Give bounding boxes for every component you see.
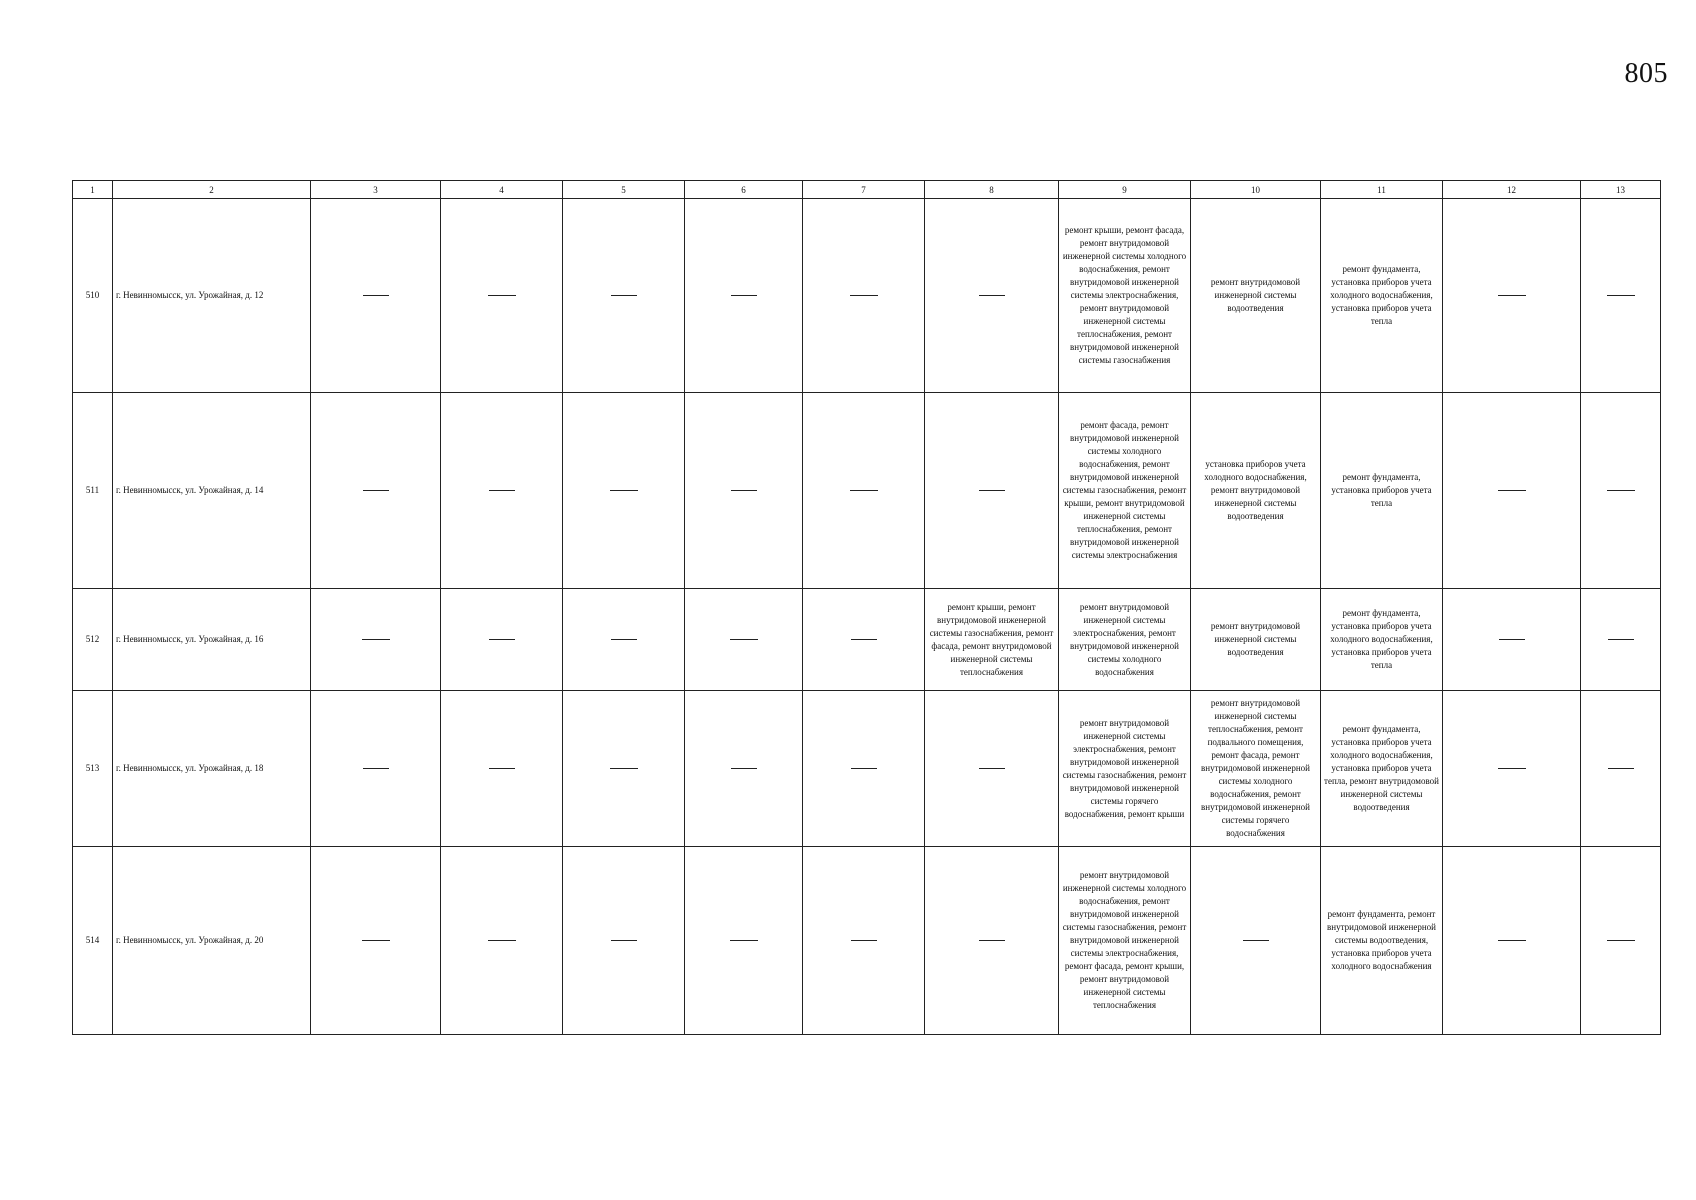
dash-mark (610, 768, 638, 769)
empty-cell (441, 691, 563, 847)
column-number-header: 11 (1321, 181, 1443, 199)
dash-mark (1607, 295, 1635, 296)
dash-mark (610, 490, 638, 491)
table-row (73, 589, 1661, 691)
dash-mark (851, 768, 877, 769)
work-list-cell: ремонт внутридомовой инженерной системы электроснабжения, ремонт внутридомовой инженерной системы холодного водоснабжения (1059, 589, 1191, 691)
empty-cell (803, 589, 925, 691)
work-list-cell: ремонт внутридомовой инженерной системы электроснабжения, ремонт внутридомовой инженерной системы газоснабжения, ремонт внутридомовой инженерной системы горячего водоснабжения, ремонт крыши (1059, 691, 1191, 847)
dash-mark (363, 490, 389, 491)
column-number-header: 3 (311, 181, 441, 199)
column-number-header: 10 (1191, 181, 1321, 199)
empty-cell (441, 393, 563, 589)
empty-cell (311, 691, 441, 847)
column-number-header: 12 (1443, 181, 1581, 199)
dash-mark (851, 639, 877, 640)
empty-cell (685, 847, 803, 1035)
work-list-cell: ремонт фундамента, установка приборов учета холодного водоснабжения, установка приборов учета тепла (1321, 589, 1443, 691)
empty-cell (1191, 847, 1321, 1035)
dash-mark (851, 940, 877, 941)
table-row (73, 847, 1661, 1035)
empty-cell (803, 199, 925, 393)
address-cell: г. Невинномысск, ул. Урожайная, д. 12 (113, 199, 311, 393)
empty-cell (563, 589, 685, 691)
empty-cell (925, 691, 1059, 847)
empty-cell (925, 393, 1059, 589)
row-number: 512 (73, 589, 113, 691)
dash-mark (979, 940, 1005, 941)
row-number: 513 (73, 691, 113, 847)
column-number-header: 6 (685, 181, 803, 199)
empty-cell (441, 847, 563, 1035)
dash-mark (1243, 940, 1269, 941)
empty-cell (1581, 589, 1661, 691)
dash-mark (488, 295, 516, 296)
dash-mark (1498, 295, 1526, 296)
dash-mark (850, 490, 878, 491)
dash-mark (979, 490, 1005, 491)
dash-mark (731, 768, 757, 769)
column-number-header: 13 (1581, 181, 1661, 199)
row-number: 510 (73, 199, 113, 393)
empty-cell (685, 589, 803, 691)
empty-cell (685, 199, 803, 393)
empty-cell (311, 199, 441, 393)
dash-mark (1607, 940, 1635, 941)
table-row (73, 199, 1661, 393)
dash-mark (611, 295, 637, 296)
page-number: 805 (1624, 58, 1668, 89)
empty-cell (803, 691, 925, 847)
work-list-cell: ремонт внутридомовой инженерной системы теплоснабжения, ремонт подвального помещения, ремонт фасада, ремонт внутридомовой инженерной системы холодного водоснабжения, ремонт внутридомовой инженерной системы горячего водоснабжения (1191, 691, 1321, 847)
empty-cell (441, 199, 563, 393)
dash-mark (1498, 490, 1526, 491)
address-cell: г. Невинномысск, ул. Урожайная, д. 14 (113, 393, 311, 589)
empty-cell (1581, 199, 1661, 393)
address-cell: г. Невинномысск, ул. Урожайная, д. 20 (113, 847, 311, 1035)
work-list-cell: ремонт фасада, ремонт внутридомовой инженерной системы холодного водоснабжения, ремонт внутридомовой инженерной системы газоснабжения, ремонт крыши, ремонт внутридомовой инженерной системы теплоснабжения, ремонт внутридомовой инженерной системы электроснабжения (1059, 393, 1191, 589)
dash-mark (489, 768, 515, 769)
column-number-header: 8 (925, 181, 1059, 199)
dash-mark (1608, 768, 1634, 769)
work-list-cell: ремонт внутридомовой инженерной системы водоотведения (1191, 589, 1321, 691)
work-list-cell: ремонт внутридомовой инженерной системы водоотведения (1191, 199, 1321, 393)
row-number: 514 (73, 847, 113, 1035)
header-row (73, 181, 1661, 199)
work-list-cell: ремонт крыши, ремонт фасада, ремонт внутридомовой инженерной системы холодного водоснабжения, ремонт внутридомовой инженерной системы электроснабжения, ремонт внутридомовой инженерной системы теплоснабжения, ремонт внутридомовой инженерной системы газоснабжения (1059, 199, 1191, 393)
empty-cell (925, 199, 1059, 393)
dash-mark (489, 490, 515, 491)
dash-mark (1498, 768, 1526, 769)
empty-cell (1443, 847, 1581, 1035)
empty-cell (311, 393, 441, 589)
dash-mark (1607, 490, 1635, 491)
empty-cell (563, 393, 685, 589)
column-number-header: 2 (113, 181, 311, 199)
dash-mark (489, 639, 515, 640)
repair-schedule-table (72, 180, 1661, 1035)
empty-cell (1443, 589, 1581, 691)
work-list-cell: ремонт фундамента, установка приборов учета холодного водоснабжения, установка приборов учета тепла, ремонт внутридомовой инженерной системы водоотведения (1321, 691, 1443, 847)
work-list-cell: ремонт крыши, ремонт внутридомовой инженерной системы газоснабжения, ремонт фасада, ремонт внутридомовой инженерной системы теплоснабжения (925, 589, 1059, 691)
dash-mark (611, 940, 637, 941)
table-row (73, 691, 1661, 847)
dash-mark (362, 940, 390, 941)
empty-cell (563, 691, 685, 847)
dash-mark (363, 295, 389, 296)
table-row (73, 393, 1661, 589)
dash-mark (363, 768, 389, 769)
work-list-cell: ремонт фундамента, установка приборов учета холодного водоснабжения, установка приборов учета тепла (1321, 199, 1443, 393)
dash-mark (1498, 940, 1526, 941)
work-list-cell: установка приборов учета холодного водоснабжения, ремонт внутридомовой инженерной системы водоотведения (1191, 393, 1321, 589)
dash-mark (1499, 639, 1525, 640)
column-number-header: 7 (803, 181, 925, 199)
empty-cell (1443, 199, 1581, 393)
dash-mark (362, 639, 390, 640)
dash-mark (731, 490, 757, 491)
dash-mark (731, 295, 757, 296)
empty-cell (563, 847, 685, 1035)
row-number: 511 (73, 393, 113, 589)
empty-cell (1581, 847, 1661, 1035)
empty-cell (1443, 691, 1581, 847)
work-list-cell: ремонт внутридомовой инженерной системы холодного водоснабжения, ремонт внутридомовой инженерной системы газоснабжения, ремонт внутридомовой инженерной системы электроснабжения, ремонт фасада, ремонт крыши, ремонт внутридомовой инженерной системы теплоснабжения (1059, 847, 1191, 1035)
column-number-header: 1 (73, 181, 113, 199)
column-number-header: 4 (441, 181, 563, 199)
empty-cell (1443, 393, 1581, 589)
empty-cell (563, 199, 685, 393)
empty-cell (311, 847, 441, 1035)
dash-mark (611, 639, 637, 640)
empty-cell (1581, 691, 1661, 847)
empty-cell (803, 847, 925, 1035)
dash-mark (488, 940, 516, 941)
empty-cell (685, 393, 803, 589)
dash-mark (979, 768, 1005, 769)
dash-mark (979, 295, 1005, 296)
empty-cell (311, 589, 441, 691)
dash-mark (1608, 639, 1634, 640)
column-number-header: 5 (563, 181, 685, 199)
dash-mark (730, 940, 758, 941)
empty-cell (803, 393, 925, 589)
empty-cell (1581, 393, 1661, 589)
empty-cell (925, 847, 1059, 1035)
empty-cell (441, 589, 563, 691)
work-list-cell: ремонт фундамента, ремонт внутридомовой инженерной системы водоотведения, установка приборов учета холодного водоснабжения (1321, 847, 1443, 1035)
address-cell: г. Невинномысск, ул. Урожайная, д. 18 (113, 691, 311, 847)
work-list-cell: ремонт фундамента, установка приборов учета тепла (1321, 393, 1443, 589)
column-number-header: 9 (1059, 181, 1191, 199)
address-cell: г. Невинномысск, ул. Урожайная, д. 16 (113, 589, 311, 691)
dash-mark (850, 295, 878, 296)
empty-cell (685, 691, 803, 847)
dash-mark (730, 639, 758, 640)
